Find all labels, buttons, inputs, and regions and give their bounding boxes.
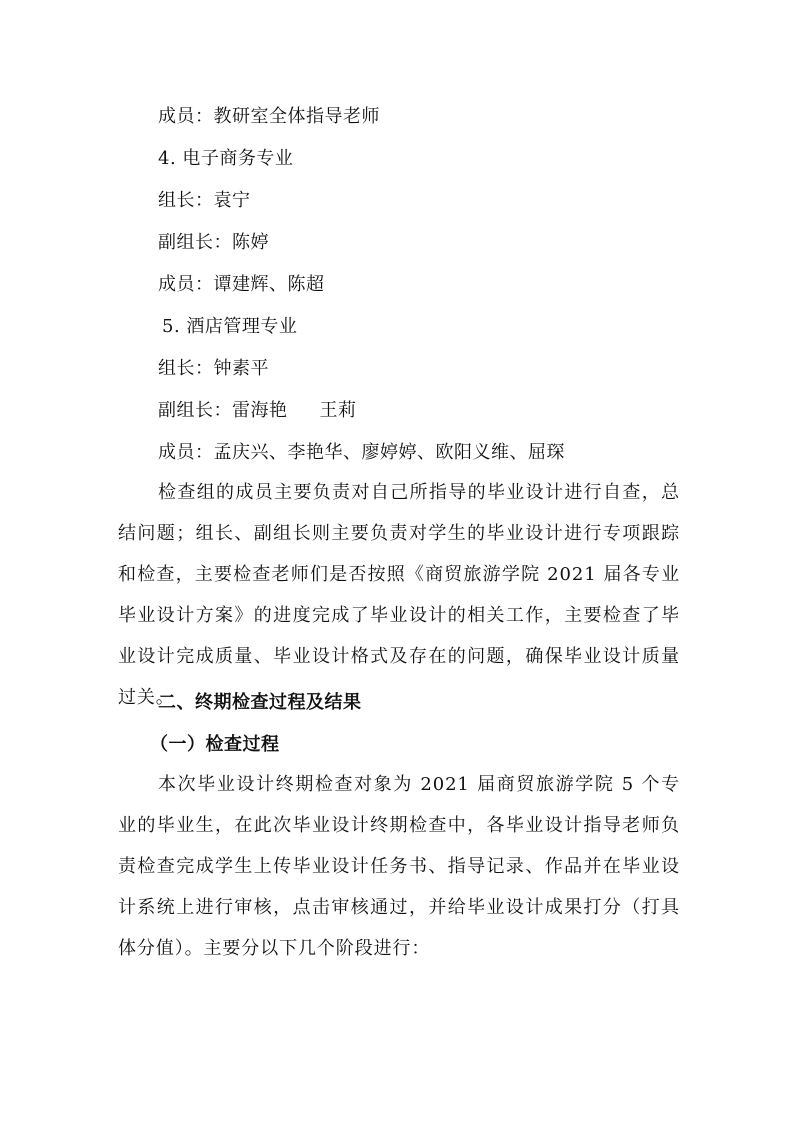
hotel-deputy-leader-2: 王莉 (319, 400, 357, 421)
ecommerce-members-line: 成员：谭建辉、陈超 (158, 274, 325, 295)
members-teachers-line: 成员：教研室全体指导老师 (158, 106, 380, 127)
hotel-deputy-leader-line (158, 400, 357, 422)
hotel-deputy-leader-1: 副组长：雷海艳 (158, 400, 288, 421)
ecommerce-deputy-leader-line: 副组长：陈婷 (158, 232, 269, 253)
hotel-major-heading: 5. 酒店管理专业 (162, 316, 298, 337)
inspection-process-paragraph: 本次毕业设计终期检查对象为 2021 届商贸旅游学院 5 个专业的毕业生，在此次毕业设计终期检查中，各毕业设计指导老师负责检查完成学生上传毕业设计任务书、指导记录、作品并在毕业设计系统上进行审核，点击审核通过，并给毕业设计成果打分（打具体分值）。主要分以下几个阶段进行： (118, 774, 680, 959)
ecommerce-leader-line: 组长：袁宁 (158, 190, 251, 211)
section-heading-final-inspection: 二、终期检查过程及结果 (158, 692, 362, 713)
inspection-team-paragraph: 检查组的成员主要负责对自己所指导的毕业设计进行自查，总结问题；组长、副组长则主要负责对学生的毕业设计进行专项跟踪和检查，主要检查老师们是否按照《商贸旅游学院 2021 届各专业毕业设计方案》的进度完成了毕业设计的相关工作，主要检查了毕业设计完成质量、毕业设计格式及存在的问题，确保毕业设计质量过关。 (118, 482, 680, 708)
ecommerce-major-heading: 4. 电子商务专业 (158, 148, 294, 169)
subsection-heading-inspection-process: （一）检查过程 (150, 734, 280, 755)
hotel-leader-line: 组长：钟素平 (158, 358, 269, 379)
hotel-members-line: 成员：孟庆兴、李艳华、廖婷婷、欧阳义维、屈琛 (158, 442, 565, 463)
